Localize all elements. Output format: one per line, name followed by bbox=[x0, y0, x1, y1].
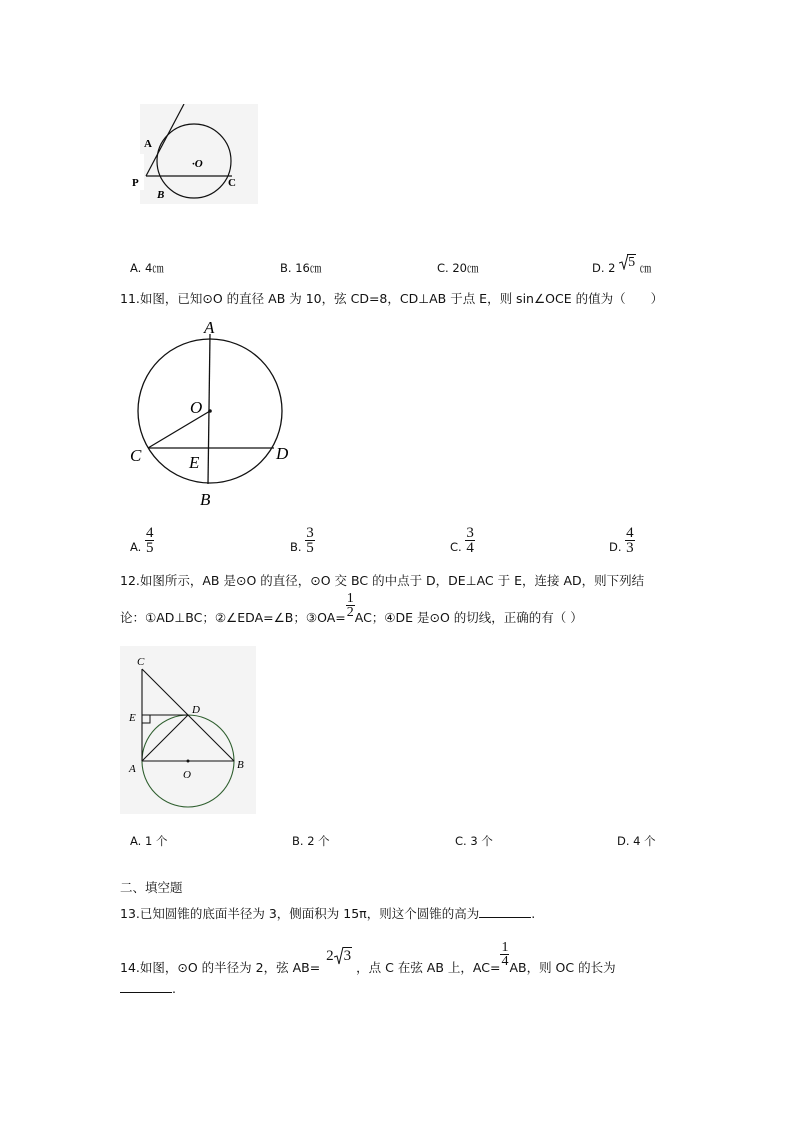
q12-option-c[interactable]: C. 3 个 bbox=[455, 834, 493, 848]
q10-radicand: 5 bbox=[628, 255, 636, 270]
q10-option-d-unit: ㎝ bbox=[639, 261, 652, 275]
q14-sqrt bbox=[334, 948, 353, 964]
q12-center-dot bbox=[187, 760, 190, 763]
q14-ab-value bbox=[326, 948, 352, 964]
q10-label-b: B bbox=[157, 189, 165, 201]
q11-label-e: E bbox=[189, 453, 200, 472]
section-title: 二、填空题 bbox=[120, 880, 183, 895]
q10-option-a[interactable]: A. 4㎝ bbox=[130, 261, 164, 275]
q10-figure bbox=[120, 104, 258, 232]
q11-option-b-fraction bbox=[305, 526, 315, 555]
q14-quarter-fraction bbox=[500, 941, 509, 968]
fraction-numerator: 3 bbox=[306, 525, 314, 541]
fraction-numerator: 3 bbox=[466, 525, 474, 541]
q11-option-d-fraction bbox=[625, 526, 635, 555]
q11-option-a[interactable] bbox=[130, 526, 154, 555]
q10-label-c: C bbox=[228, 177, 236, 189]
q10-option-b[interactable]: B. 16㎝ bbox=[280, 261, 322, 275]
q12-stem-line2-a: 论：①AD⊥BC；②∠EDA=∠B；③OA= bbox=[120, 610, 346, 625]
fraction-denominator: 3 bbox=[626, 540, 634, 556]
q11-option-d-label: D. bbox=[609, 540, 622, 554]
q12-diagram bbox=[120, 646, 256, 814]
q14-end: . bbox=[172, 981, 176, 996]
q11-figure bbox=[126, 316, 304, 512]
q14-line2 bbox=[120, 980, 176, 997]
q13-answer-blank[interactable] bbox=[479, 905, 531, 918]
q14-coef: 2 bbox=[326, 948, 334, 964]
right-angle-mark-icon bbox=[142, 715, 150, 723]
q10-label-o: ·O bbox=[192, 158, 203, 170]
q11-option-d[interactable] bbox=[609, 526, 635, 555]
q12-label-b: B bbox=[237, 759, 244, 771]
q10-option-d[interactable] bbox=[592, 255, 652, 277]
fraction-denominator: 5 bbox=[306, 540, 314, 556]
q11-option-c-fraction bbox=[465, 526, 475, 555]
q14-text-c: AB，则 OC 的长为 bbox=[509, 960, 616, 975]
q11-option-a-fraction bbox=[145, 526, 155, 555]
fraction-denominator: 4 bbox=[466, 540, 474, 556]
q12-label-a: A bbox=[129, 763, 136, 775]
q12-option-a[interactable]: A. 1 个 bbox=[130, 834, 168, 848]
q11-label-b: B bbox=[200, 490, 211, 509]
q12-segment-ad bbox=[142, 715, 188, 761]
q12-option-d[interactable]: D. 4 个 bbox=[617, 834, 656, 848]
q12-label-o: O bbox=[183, 769, 191, 781]
q11-diagram bbox=[126, 316, 304, 512]
fraction-numerator: 1 bbox=[346, 591, 354, 606]
q14-radicand: 3 bbox=[343, 948, 352, 964]
radical-sign-icon bbox=[619, 254, 629, 270]
q10-diagram bbox=[120, 104, 258, 232]
q14-text-a: 14.如图，⊙O 的半径为 2，弦 AB= bbox=[120, 960, 321, 975]
q11-option-c[interactable] bbox=[450, 526, 475, 555]
q12-label-c: C bbox=[137, 656, 145, 668]
q11-option-a-label: A. bbox=[130, 540, 142, 554]
q11-option-c-label: C. bbox=[450, 540, 462, 554]
q10-figure-margin-bottom bbox=[120, 204, 258, 232]
fraction-denominator: 2 bbox=[346, 605, 354, 620]
q11-option-b[interactable] bbox=[290, 526, 315, 555]
q12-label-e: E bbox=[129, 712, 136, 724]
q11-label-d: D bbox=[276, 444, 289, 463]
q14-line bbox=[120, 940, 616, 976]
q10-label-p: P bbox=[132, 177, 139, 189]
fraction-numerator: 4 bbox=[626, 525, 634, 541]
q11-label-c: C bbox=[130, 446, 142, 465]
q11-label-a: A bbox=[204, 318, 215, 337]
radical-sign-icon bbox=[334, 947, 344, 965]
q14-answer-blank[interactable] bbox=[120, 980, 172, 993]
q11-center-dot bbox=[208, 409, 212, 413]
q13-end: . bbox=[531, 906, 536, 921]
q14-text-b: ，点 C 在弦 AB 上，AC= bbox=[356, 960, 501, 975]
q12-figure bbox=[120, 646, 256, 814]
q11-label-o: O bbox=[190, 398, 203, 417]
q10-sqrt bbox=[619, 255, 636, 271]
q11-option-b-label: B. bbox=[290, 540, 302, 554]
q11-stem: 11.如图，已知⊙O 的直径 AB 为 10，弦 CD=8，CD⊥AB 于点 E，则 sin∠OCE 的值为（ ） bbox=[120, 291, 664, 306]
q12-stem-line2-b: AC；④DE 是⊙O 的切线，正确的有（ ） bbox=[354, 610, 583, 625]
fraction-denominator: 4 bbox=[501, 954, 509, 969]
fraction-numerator: 4 bbox=[145, 525, 154, 541]
q13-text: 13.已知圆锥的底面半径为 3，侧面积为 15π，则这个圆锥的高为 bbox=[120, 906, 480, 921]
q12-stem-line1: 12.如图所示，AB 是⊙O 的直径，⊙O 交 BC 的中点于 D，DE⊥AC 于 E，连接 AD，则下列结 bbox=[120, 573, 645, 588]
fraction-numerator: 1 bbox=[501, 940, 509, 955]
q12-stem-line2 bbox=[120, 591, 583, 626]
q11-diameter-ab bbox=[208, 334, 210, 484]
fraction-denominator: 5 bbox=[145, 540, 154, 556]
q12-option-b[interactable]: B. 2 个 bbox=[292, 834, 330, 848]
q12-label-d: D bbox=[192, 704, 200, 716]
q10-option-d-prefix: D. 2 bbox=[592, 261, 616, 275]
q12-half-fraction bbox=[346, 592, 355, 619]
q13-line bbox=[120, 905, 535, 922]
q10-label-a: A bbox=[144, 138, 152, 150]
q10-option-c[interactable]: C. 20㎝ bbox=[437, 261, 479, 275]
